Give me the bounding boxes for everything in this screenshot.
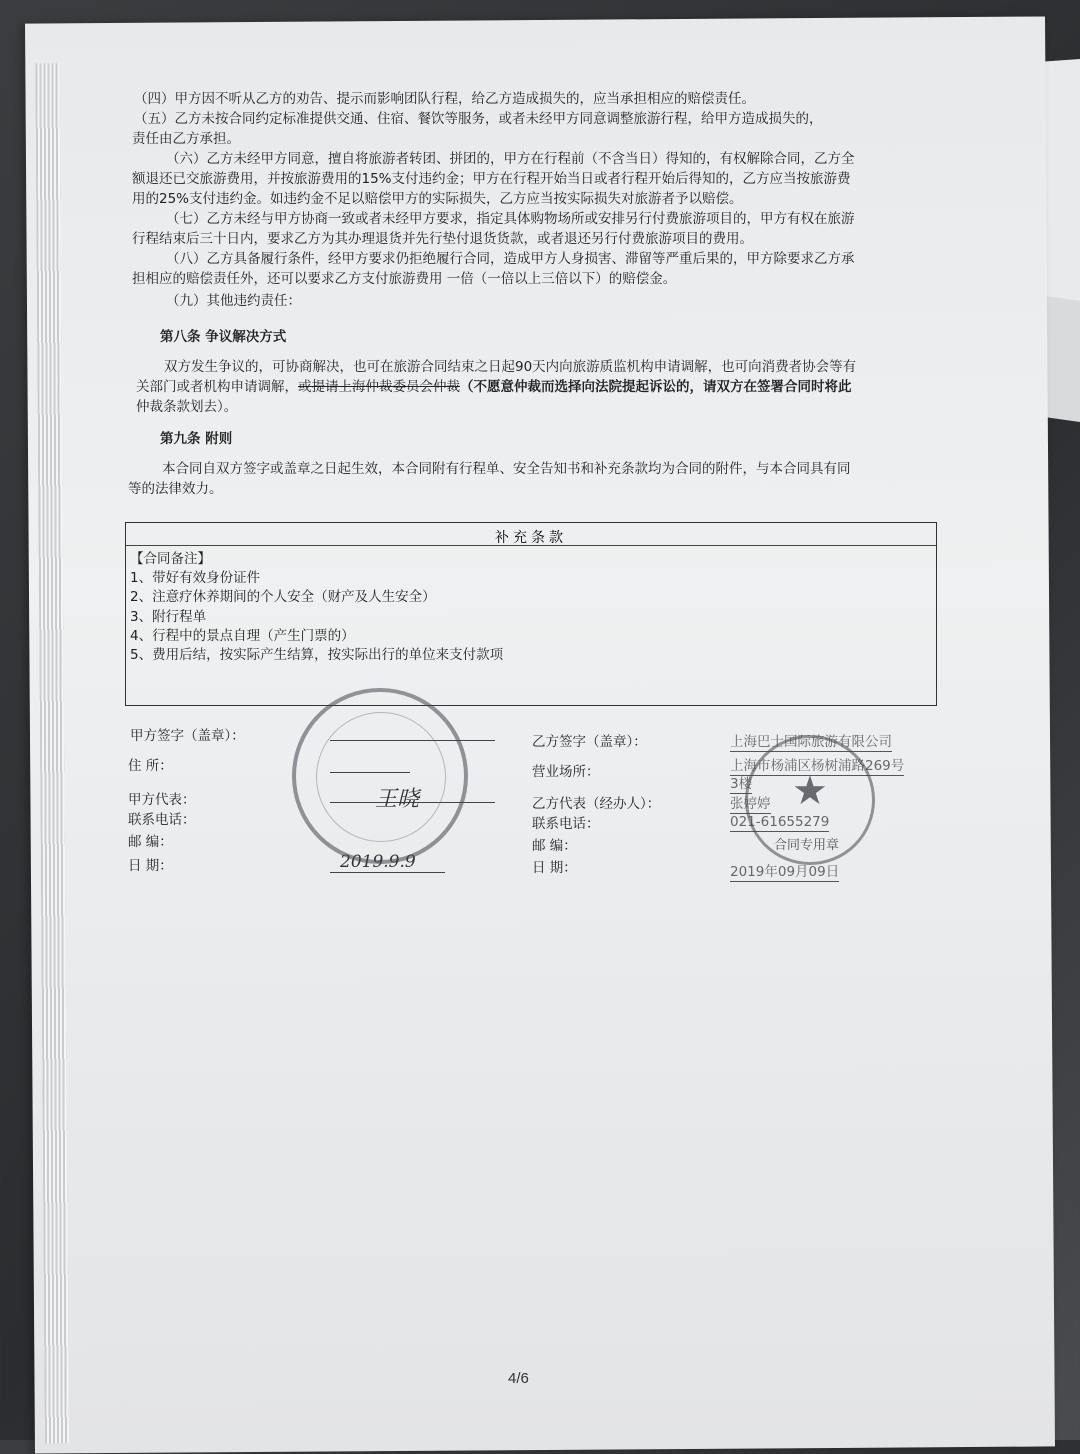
supplementary-terms-box (125, 522, 937, 706)
party-b-address: 上海市杨浦区杨树浦路269号 (730, 754, 904, 776)
page-number: 4/6 (508, 1370, 529, 1387)
clause-8: （八）乙方具备履行条件，经甲方要求仍拒绝履行合同，造成甲方人身损害、滞留等严重后果的，甲方除要求乙方承 (166, 251, 855, 267)
party-b-postcode-label: 邮 编： (532, 838, 577, 854)
clause-6-cont2: 用的25%支付违约金。如违约金不足以赔偿甲方的实际损失，乙方应当按实际损失对旅游者予以赔偿。 (132, 191, 743, 207)
party-b-date: 2019年09月09日 (730, 860, 839, 882)
article-8-text-a: 关部门或者机构申请调解， (136, 379, 298, 395)
star-icon: ★ (792, 768, 828, 814)
contract-seal-text: 合同专用章 (774, 838, 840, 853)
party-b-sign-label: 乙方签字（盖章）： (532, 734, 647, 750)
party-b-company: 上海巴士国际旅游有限公司 (730, 730, 892, 752)
clause-6: （六）乙方未经甲方同意，擅自将旅游者转团、拼团的，甲方在行程前（不含当日）得知的，有权解除合同，乙方全 (166, 151, 855, 167)
party-b-contract-seal (745, 735, 875, 865)
party-b-address-floor: 3楼 (730, 772, 752, 794)
article-9-line2: 等的法律效力。 (128, 481, 223, 497)
article-8-struck-text: 或提请上海仲裁委员会仲裁 (298, 379, 460, 395)
party-a-postcode-label: 邮 编： (128, 834, 173, 850)
supplement-item: 4、行程中的景点自理（产生门票的） (130, 628, 355, 644)
party-b-phone-label: 联系电话： (532, 816, 600, 832)
clause-8-cont: 担相应的赔偿责任外，还可以要求乙方支付旅游费用 一倍（一倍以上三倍以下）的赔偿金。 (132, 271, 677, 287)
article-9-line1: 本合同自双方签字或盖章之日起生效，本合同附有行程单、安全告知书和补充条款均为合同的附件，与本合同具有同 (162, 461, 851, 477)
article-8-heading: 第八条 争议解决方式 (160, 329, 287, 345)
party-a-date-line (330, 872, 445, 873)
clause-7: （七）乙方未经与甲方协商一致或者未经甲方要求，指定具体购物场所或安排另行付费旅游项目的，甲方有权在旅游 (166, 211, 855, 227)
supplement-item: 5、费用后结，按实际产生结算，按实际出行的单位来支付款项 (130, 647, 504, 663)
party-b-rep: 张婷婷 (730, 792, 771, 814)
page-stack-edge (35, 63, 69, 1443)
party-b-date-label: 日 期： (532, 860, 577, 876)
supplement-item: 2、注意疗休养期间的个人安全（财产及人生安全） (130, 589, 436, 605)
party-a-date-handwritten: 2019.9.9 (340, 852, 416, 872)
party-a-signature: 王晓 (375, 787, 420, 812)
party-a-date-label: 日 期： (128, 858, 173, 874)
supplementary-divider (126, 545, 936, 546)
party-b-phone: 021-61655279 (730, 814, 830, 830)
clause-6-cont1: 额退还已交旅游费用，并按旅游费用的15%支付违约金；甲方在行程开始当日或者行程开始后得知的，乙方应当按旅游费 (132, 171, 851, 187)
supplement-item: 1、带好有效身份证件 (130, 570, 261, 586)
party-a-phone-label: 联系电话： (128, 812, 196, 828)
clause-5: （五）乙方未按合同约定标准提供交通、住宿、餐饮等服务，或者未经甲方同意调整旅游行程，给甲方造成损失的， (134, 111, 823, 127)
article-8-line1: 双方发生争议的，可协商解决，也可在旅游合同结束之日起90天内向旅游质监机构申请调解，也可向消费者协会等有 (164, 359, 857, 375)
article-8-line2 (136, 378, 852, 396)
party-b-address-label: 营业场所： (532, 764, 600, 780)
supplement-item: 【合同备注】 (130, 551, 211, 567)
party-b-rep-label: 乙方代表（经办人）： (532, 796, 661, 812)
party-a-seal-stamp (292, 688, 468, 864)
clause-9: （九）其他违约责任： (166, 293, 301, 309)
party-a-rep-label: 甲方代表： (128, 792, 196, 808)
clause-4: （四）甲方因不听从乙方的劝告、提示而影响团队行程，给乙方造成损失的，应当承担相应的赔偿责任。 (134, 91, 755, 107)
supplementary-terms-title: 补充条款 (495, 530, 567, 546)
clause-7-cont: 行程结束后三十日内，要求乙方为其办理退货并先行垫付退货货款，或者退还另行付费旅游项目的费用。 (132, 231, 753, 247)
article-8-line3: 仲裁条款划去）。 (136, 399, 238, 415)
party-a-address-label: 住 所： (128, 758, 173, 774)
article-9-heading: 第九条 附则 (160, 431, 233, 447)
clause-5-cont: 责任由乙方承担。 (132, 131, 240, 147)
supplement-item: 3、附行程单 (130, 609, 207, 625)
party-a-sign-label: 甲方签字（盖章）： (130, 728, 245, 744)
article-8-text-b: （不愿意仲裁而选择向法院提起诉讼的，请双方在签署合同时将此 (460, 379, 852, 395)
